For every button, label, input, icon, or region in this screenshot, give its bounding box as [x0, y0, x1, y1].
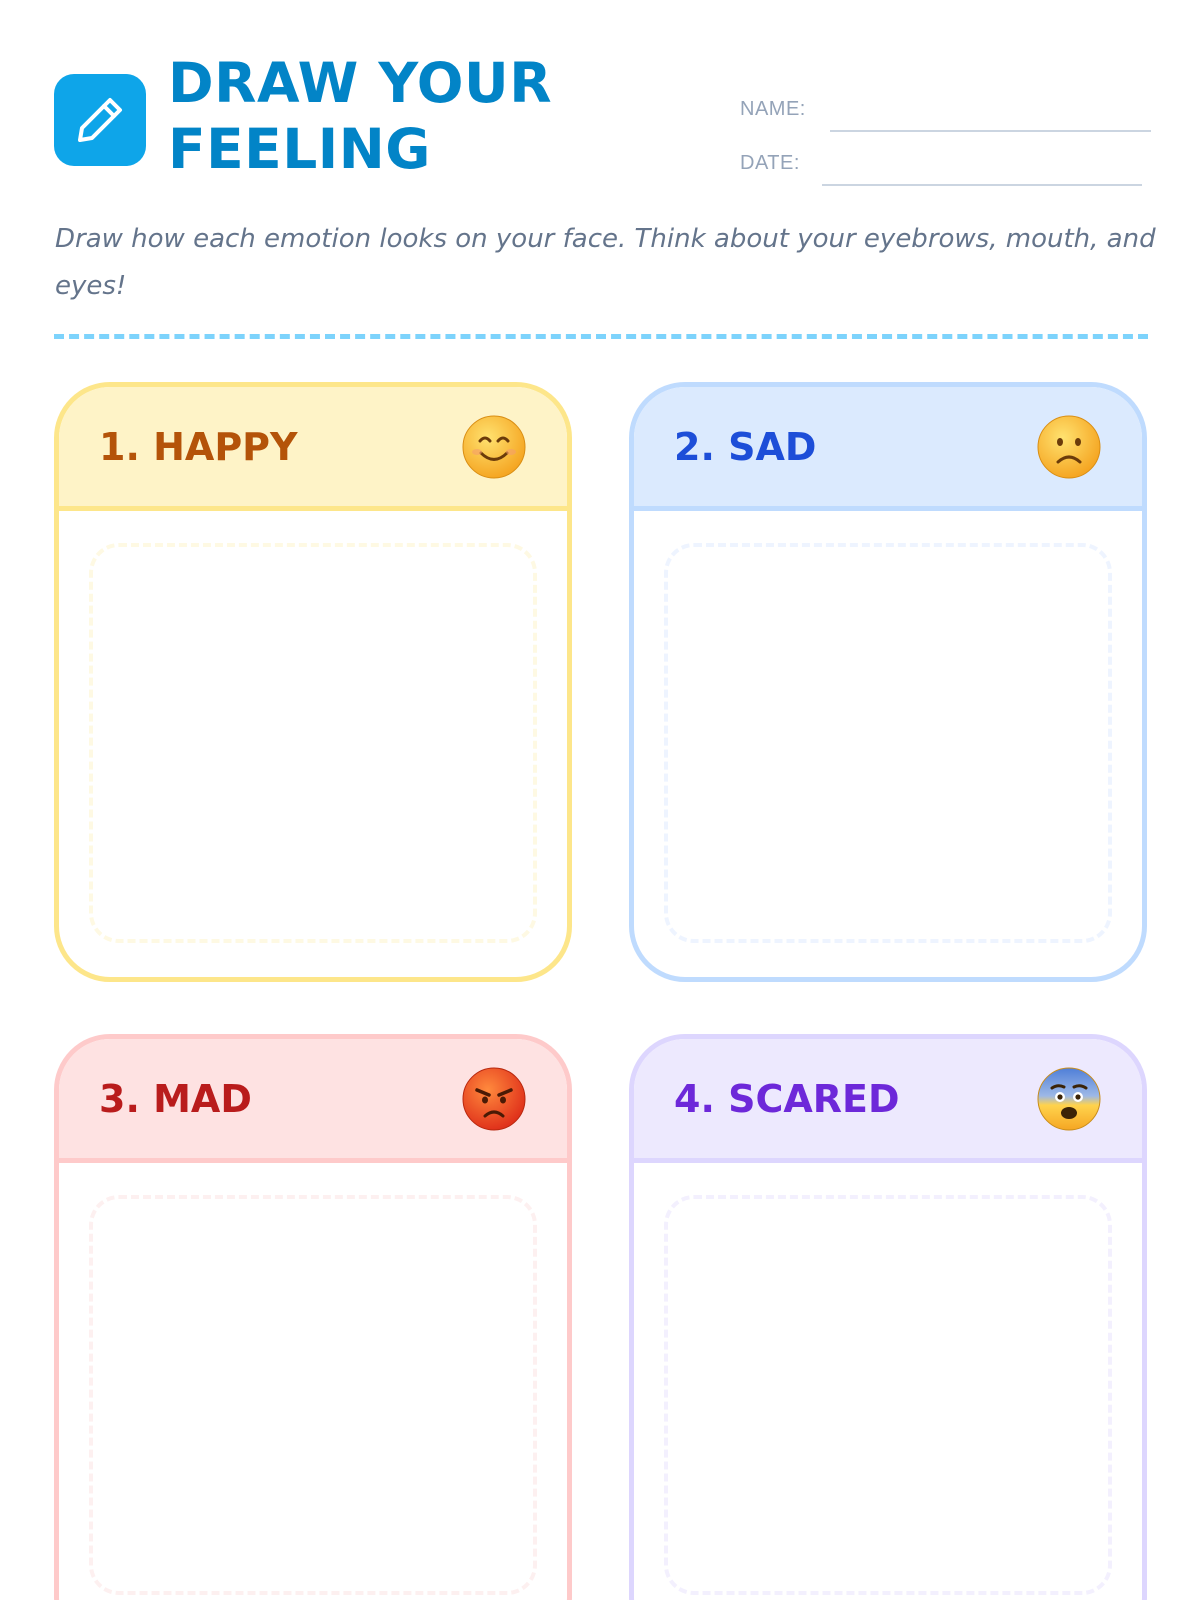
smiling-face-icon	[461, 414, 527, 480]
title-line-1: DRAW YOUR	[168, 51, 553, 115]
angry-face-icon	[461, 1066, 527, 1132]
name-label: NAME:	[740, 98, 806, 120]
dashed-divider	[54, 334, 1148, 339]
drawing-area[interactable]	[89, 543, 537, 943]
card-title: 3. MAD	[99, 1076, 252, 1121]
instructions-text: Draw how each emotion looks on your face. Think about your eyebrows, mouth, and eyes!	[55, 224, 1156, 301]
emotion-card-sad	[629, 382, 1147, 982]
drawing-area[interactable]	[664, 1195, 1112, 1595]
frowning-face-icon	[1036, 414, 1102, 480]
card-header	[634, 1039, 1142, 1163]
drawing-area[interactable]	[664, 543, 1112, 943]
emotion-card-happy	[54, 382, 572, 982]
date-label: DATE:	[740, 152, 800, 174]
date-field[interactable]	[822, 184, 1142, 186]
title-line-2: FEELING	[168, 117, 431, 181]
page-title	[168, 50, 552, 182]
card-title: 2. SAD	[674, 424, 817, 469]
fearful-face-icon	[1036, 1066, 1102, 1132]
drawing-area[interactable]	[89, 1195, 537, 1595]
card-title: 4. SCARED	[674, 1076, 900, 1121]
card-title: 1. HAPPY	[99, 424, 298, 469]
pencil-icon	[54, 74, 146, 166]
card-header	[634, 387, 1142, 511]
card-header	[59, 387, 567, 511]
name-field[interactable]	[830, 130, 1151, 132]
card-header	[59, 1039, 567, 1163]
emotion-card-mad	[54, 1034, 572, 1600]
emotion-card-scared	[629, 1034, 1147, 1600]
